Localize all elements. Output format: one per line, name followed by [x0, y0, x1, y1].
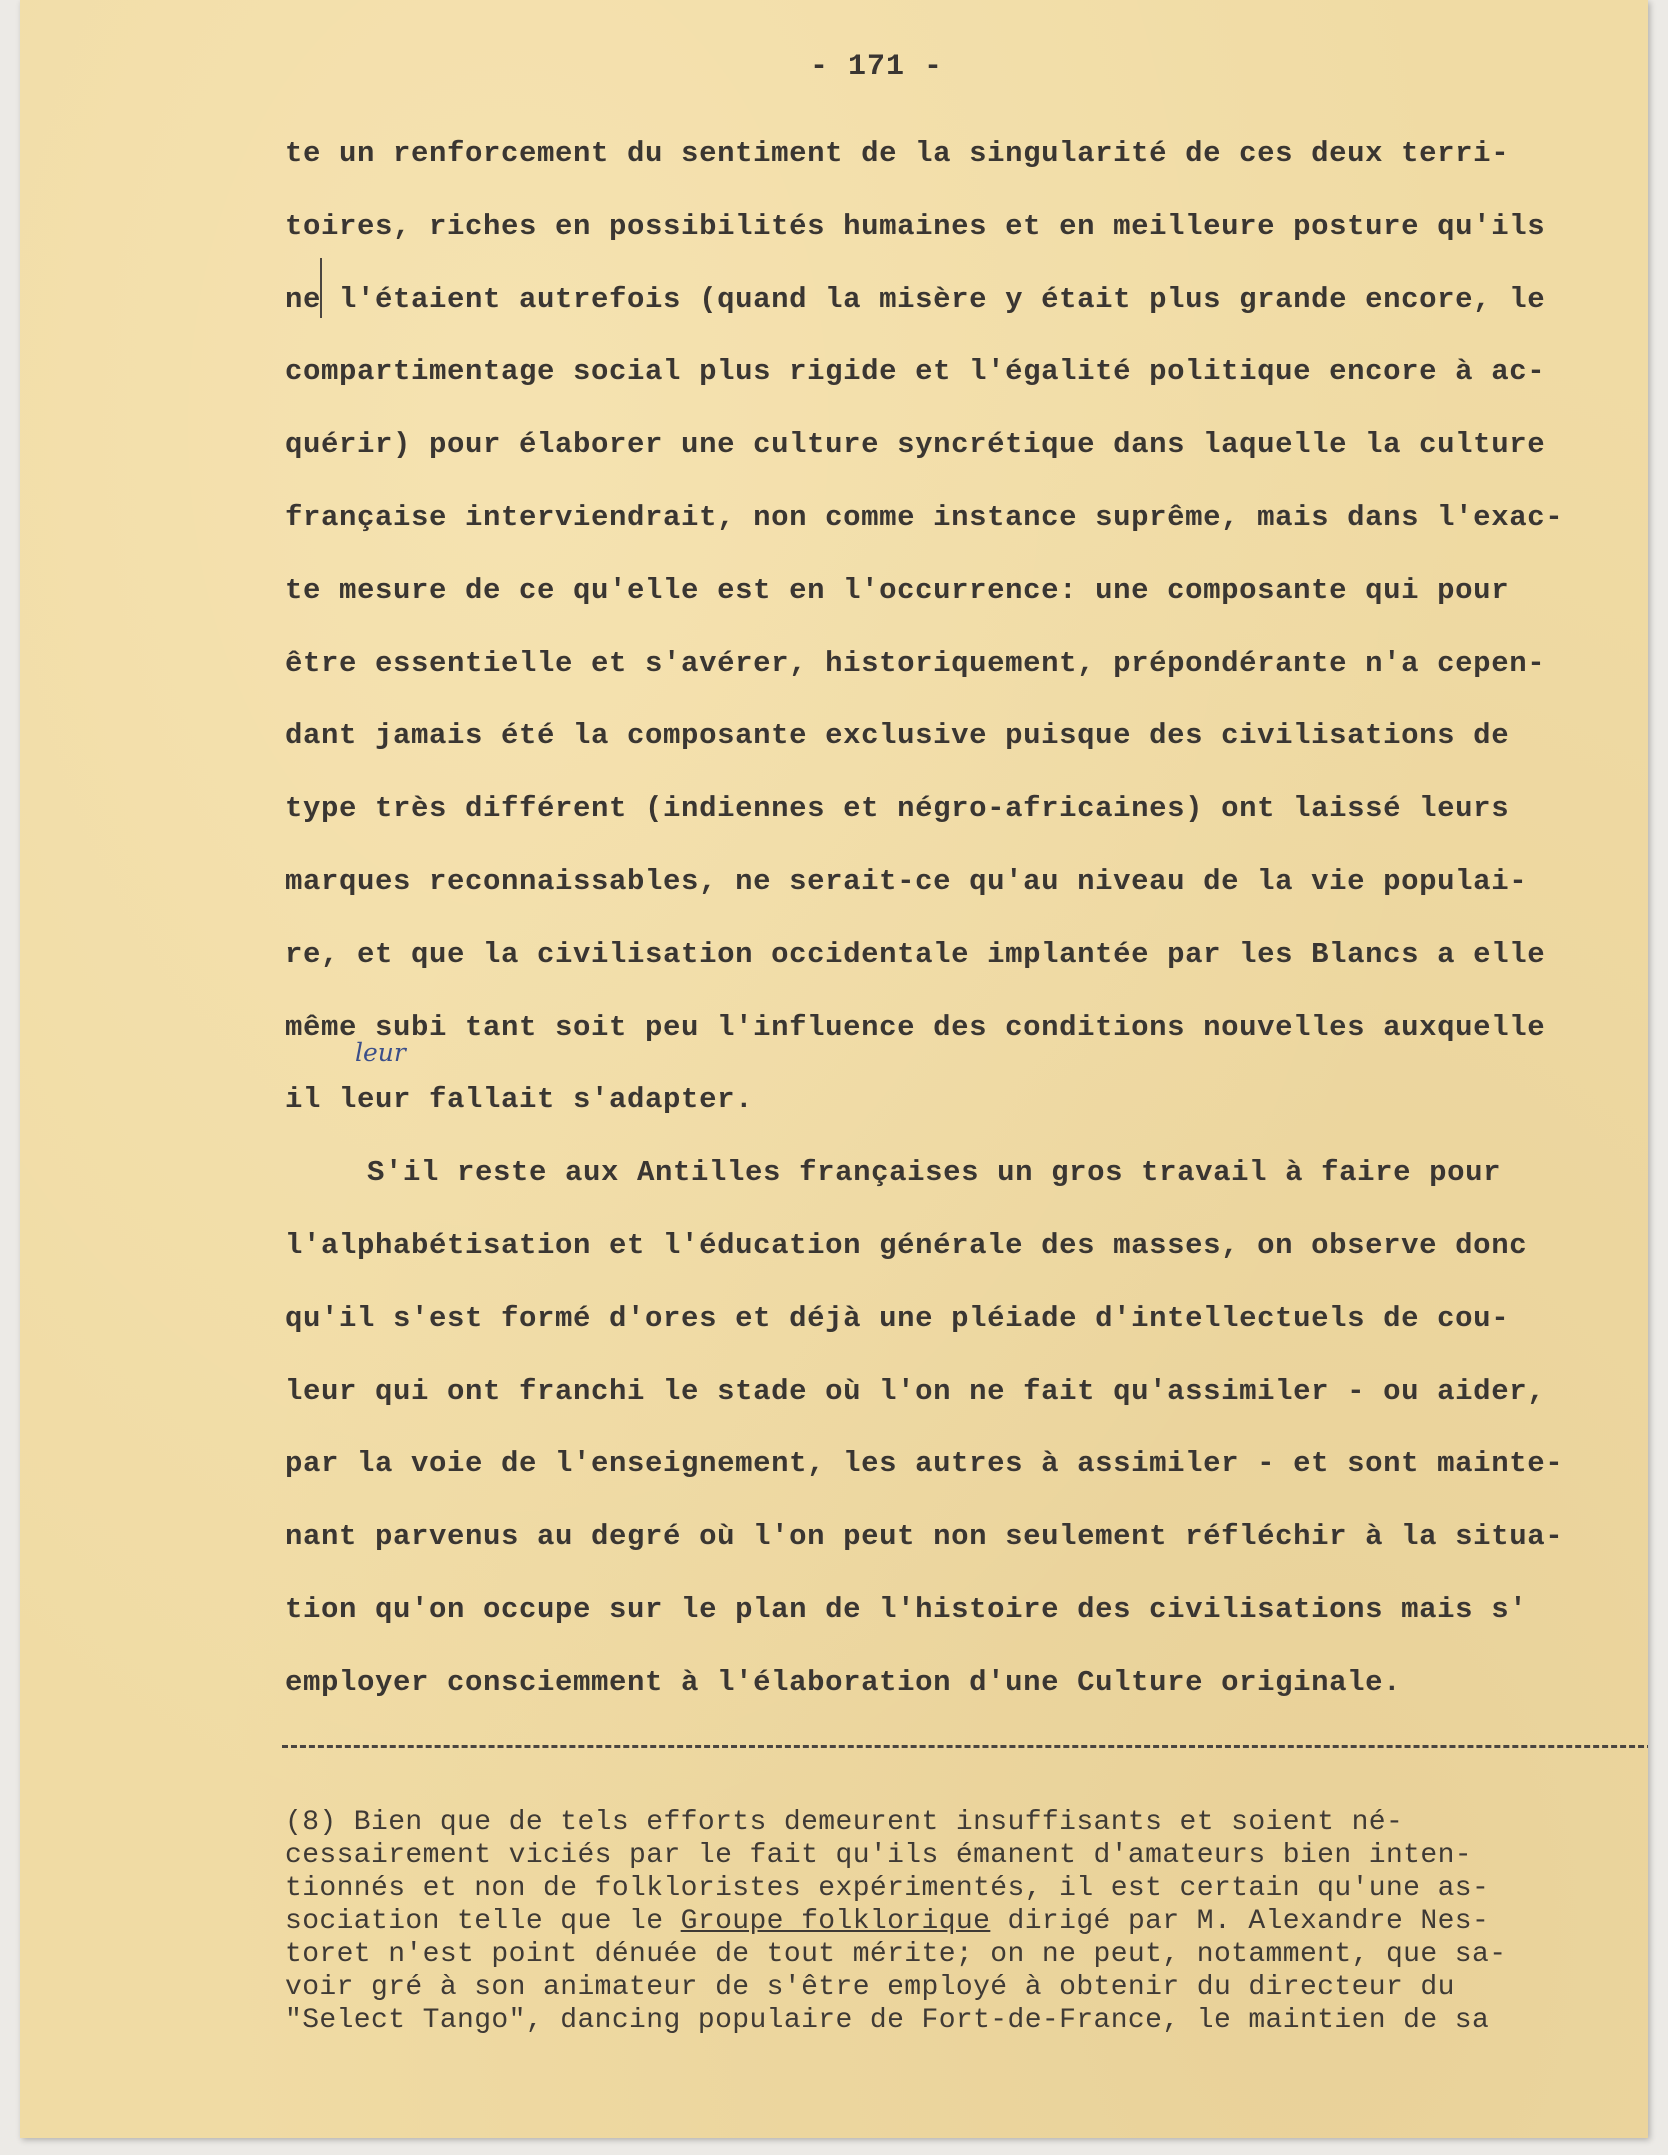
footnote [285, 1806, 1648, 2037]
body-line: compartimentage social plus rigide et l'égalité politique encore à ac- [285, 355, 1546, 389]
body-line: toires, riches en possibilités humaines et en meilleure posture qu'ils [285, 209, 1546, 243]
footnote-line: voir gré à son animateur de s'être employé à obtenir du directeur du [285, 1972, 1455, 2003]
footnote-line: "Select Tango", dancing populaire de Fort-de-France, le maintien de sa [285, 2005, 1490, 2036]
body-line: S'il reste aux Antilles françaises un gros travail à faire pour [367, 1156, 1502, 1190]
footnote-line: (8) Bien que de tels efforts demeurent insuffisants et soient né- [285, 1807, 1404, 1838]
body-line: te un renforcement du sentiment de la singularité de ces deux terri- [285, 137, 1510, 170]
body-line: il leur fallait s'adapter. [285, 1083, 754, 1117]
body-line: marques reconnaissables, ne serait-ce qu'au niveau de la vie populai- [285, 864, 1528, 898]
body-line: employer consciemment à l'élaboration d'une Culture originale. [285, 1665, 1402, 1699]
body-line: quérir) pour élaborer une culture syncrétique dans laquelle la culture [285, 428, 1546, 462]
body-line: être essentielle et s'avérer, historiquement, prépondérante n'a cepen- [285, 646, 1546, 680]
body-line: leur qui ont franchi le stade où l'on ne fait qu'assimiler - ou aider, [285, 1374, 1546, 1408]
body-line: qu'il s'est formé d'ores et déjà une pléiade d'intellectuels de cou- [285, 1301, 1510, 1335]
body-line: ne l'étaient autrefois (quand la misère y était plus grande encore, le [285, 282, 1546, 316]
footnote-line: cessairement viciés par le fait qu'ils émanent d'amateurs bien inten- [285, 1840, 1472, 1871]
body-line: même subi tant soit peu l'influence des conditions nouvelles auxquelle [285, 1010, 1546, 1044]
footnote-separator [282, 1745, 1648, 1748]
body-line: tion qu'on occupe sur le plan de l'histoire des civilisations mais s' [285, 1592, 1528, 1626]
body-line: nant parvenus au degré où l'on peut non seulement réfléchir à la situa- [285, 1520, 1564, 1554]
body-line: dant jamais été la composante exclusive puisque des civilisations de [285, 719, 1510, 753]
underlined-group-name: Groupe folklorique [680, 1906, 991, 1937]
footnote-line: tionnés et non de folkloristes expérimentés, il est certain qu'une as- [285, 1873, 1490, 1904]
footnote-line: toret n'est point dénuée de tout mérite; on ne peut, notamment, que sa- [285, 1939, 1507, 1970]
footnote-line [285, 1905, 1648, 1938]
body-line: par la voie de l'enseignement, les autres à assimiler - et sont mainte- [285, 1447, 1564, 1481]
body-line: française interviendrait, non comme instance suprême, mais dans l'exac- [285, 500, 1564, 534]
handwritten-annotation: leur [355, 1038, 406, 1067]
typewritten-page [20, 0, 1648, 2138]
page-number: - 171 - [810, 50, 944, 84]
main-paragraphs [285, 118, 1648, 1720]
body-line: re, et que la civilisation occidentale implantée par les Blancs a elle [285, 937, 1546, 971]
body-line: type très différent (indiennes et négro-africaines) ont laissé leurs [285, 792, 1510, 826]
footnote-text: dirigé par M. Alexandre Nes- [990, 1906, 1490, 1937]
footnote-text: sociation telle que le [285, 1906, 681, 1937]
body-line: l'alphabétisation et l'éducation générale des masses, on observe donc [285, 1228, 1528, 1262]
body-line: te mesure de ce qu'elle est en l'occurrence: une composante qui pour [285, 573, 1510, 607]
